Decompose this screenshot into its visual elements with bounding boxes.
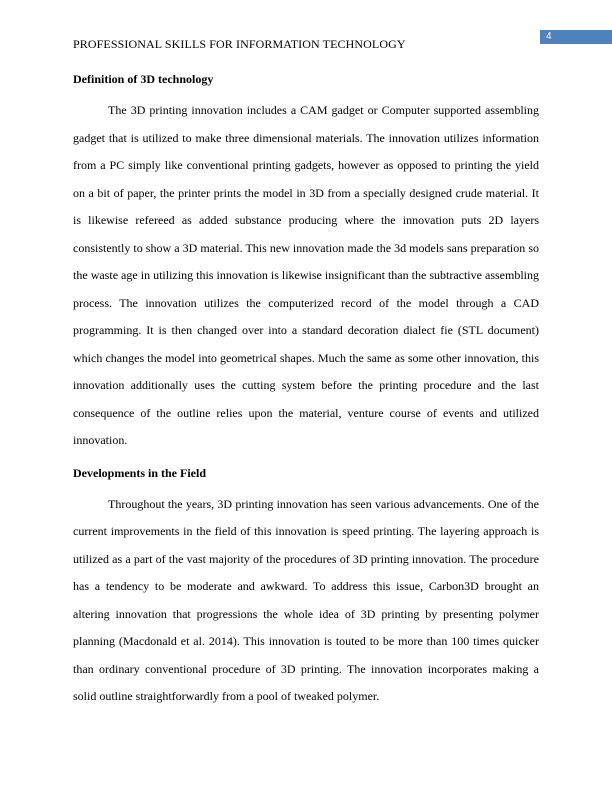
- section-heading-developments: Developments in the Field: [73, 465, 206, 480]
- running-header: PROFESSIONAL SKILLS FOR INFORMATION TECHNOLOGY: [73, 37, 406, 51]
- document-body: [73, 71, 539, 711]
- section-heading-definition: Definition of 3D technology: [73, 72, 214, 86]
- section-paragraph-definition: The 3D printing innovation includes a CAM gadget or Computer supported assembling gadget that is utilized to make three dimensional materials. The innovation utilizes information from a PC simply like conventional printing gadgets, however as opposed to printing the yield on a bit of paper, the printer prints the model in 3D from a specially designed crude material. It is likewise refereed as added substance producing where the innovation puts 2D layers consistently to show a 3D material. This new innovation made the 3d models sans preparation so the waste age in utilizing this innovation is likewise insignificant than the subtractive assembling process. The innovation utilizes the computerized record of the model through a CAD programming. It is then changed over into a standard decoration dialect fie (STL document) which changes the model into geometrical shapes. Much the same as some other innovation, this innovation additionally uses the cutting system before the printing procedure and the last consequence of the outline relies upon the material, venture course of events and utilized innovation.: [73, 103, 539, 447]
- section-paragraph-developments: Throughout the years, 3D printing innovation has seen various advancements. One of the current improvements in the field of this innovation is speed printing. The layering approach is utilized as a part of the vast majority of the procedures of 3D printing innovation. The procedure has a tendency to be moderate and awkward. To address this issue, Carbon3D brought an altering innovation that progressions the whole idea of 3D printing by presenting polymer planning (Macdonald et al. 2014). This innovation is touted to be more than 100 times quicker than ordinary conventional procedure of 3D printing. The innovation incorporates making a solid outline straightforwardly from a pool of tweaked polymer.: [73, 496, 539, 703]
- page-number: 4: [540, 30, 612, 44]
